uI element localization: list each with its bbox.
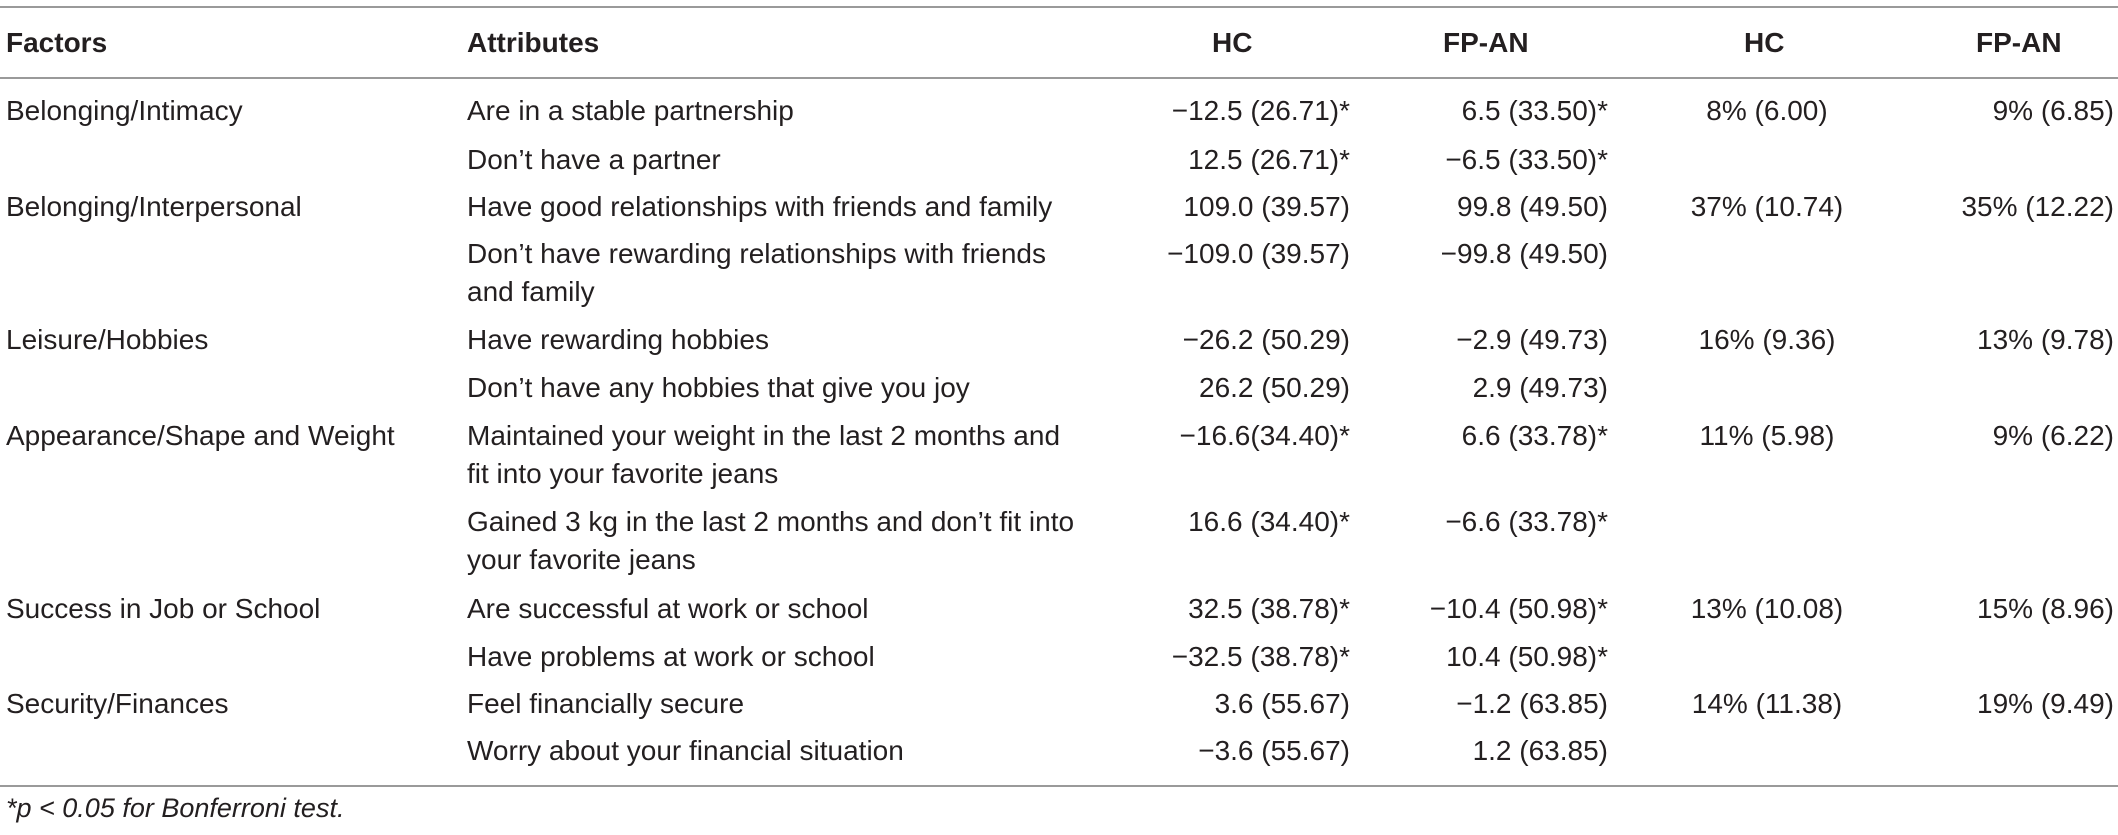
attribute-cell: Have good relationships with friends and family [467, 191, 1053, 222]
header-fpan-utility: FP-AN [1443, 27, 1529, 58]
attribute-cell: Worry about your financial situation [467, 735, 904, 766]
attribute-cell: Don’t have any hobbies that give you joy [467, 372, 970, 403]
attribute-cell: Are in a stable partnership [467, 95, 794, 126]
attribute-cell: Maintained your weight in the last 2 months and fit into your favorite jeans [467, 420, 1061, 489]
hc-utility-cell: 3.6 (55.67) [1214, 688, 1350, 719]
hc-utility-cell: 12.5 (26.71)* [1188, 144, 1350, 175]
attribute-cell: Gained 3 kg in the last 2 months and don’t fit into your favorite jeans [467, 506, 1075, 575]
fpan-importance-cell: 19% (9.49) [1977, 688, 2114, 719]
attribute-cell: Feel financially secure [467, 688, 745, 719]
fpan-utility-cell: 2.9 (49.73) [1472, 372, 1608, 403]
hc-importance-cell: 11% (5.98) [1699, 420, 1835, 451]
hc-utility-cell: −32.5 (38.78)* [1171, 641, 1350, 672]
factor-cell: Leisure/Hobbies [6, 324, 209, 355]
factor-cell: Belonging/Interpersonal [6, 191, 302, 222]
header-hc-utility: HC [1212, 27, 1253, 58]
fpan-utility-cell: 1.2 (63.85) [1472, 735, 1608, 766]
table-footnote: *p < 0.05 for Bonferroni test. [6, 793, 345, 823]
fpan-importance-cell: 13% (9.78) [1977, 324, 2114, 355]
factor-cell: Security/Finances [6, 688, 229, 719]
fpan-utility-cell: −1.2 (63.85) [1456, 688, 1608, 719]
hc-utility-cell: 109.0 (39.57) [1183, 191, 1350, 222]
fpan-importance-cell: 15% (8.96) [1977, 593, 2114, 624]
table-bottom-rule [0, 785, 2118, 787]
fpan-utility-cell: −6.6 (33.78)* [1445, 506, 1608, 537]
attribute-cell: Have rewarding hobbies [467, 324, 769, 355]
hc-importance-cell: 16% (9.36) [1698, 324, 1836, 355]
hc-utility-cell: −12.5 (26.71)* [1171, 95, 1350, 126]
hc-utility-cell: −26.2 (50.29) [1182, 324, 1350, 355]
attribute-cell: Don’t have a partner [467, 144, 721, 175]
table-header-row [0, 8, 2118, 77]
hc-importance-cell: 14% (11.38) [1691, 688, 1843, 719]
header-attributes: Attributes [467, 27, 600, 58]
attribute-cell: Don’t have rewarding relationships with friends and family [467, 238, 1046, 307]
hc-utility-cell: 26.2 (50.29) [1199, 372, 1350, 403]
fpan-utility-cell: −99.8 (49.50) [1440, 238, 1608, 269]
attribute-cell: Are successful at work or school [467, 593, 869, 624]
hc-utility-cell: 16.6 (34.40)* [1188, 506, 1350, 537]
fpan-utility-cell: −6.5 (33.50)* [1445, 144, 1608, 175]
fpan-importance-cell: 35% (12.22) [1961, 191, 2114, 222]
header-fpan-importance: FP-AN [1976, 27, 2062, 58]
table-header-rule [0, 77, 2118, 79]
header-factors: Factors [6, 27, 108, 58]
hc-importance-cell: 8% (6.00) [1706, 95, 1828, 126]
hc-utility-cell: −109.0 (39.57) [1167, 238, 1350, 269]
factor-cell: Success in Job or School [6, 593, 321, 624]
hc-utility-cell: 32.5 (38.78)* [1188, 593, 1350, 624]
factor-cell: Belonging/Intimacy [6, 95, 243, 126]
fpan-utility-cell: −10.4 (50.98)* [1429, 593, 1608, 624]
fpan-utility-cell: −2.9 (49.73) [1456, 324, 1608, 355]
hc-utility-cell: −3.6 (55.67) [1198, 735, 1350, 766]
factor-cell: Appearance/Shape and Weight [6, 420, 395, 451]
hc-importance-cell: 13% (10.08) [1690, 593, 1844, 624]
header-hc-importance: HC [1744, 27, 1785, 58]
fpan-importance-cell: 9% (6.22) [1992, 420, 2114, 451]
hc-importance-cell: 37% (10.74) [1690, 191, 1844, 222]
fpan-utility-cell: 99.8 (49.50) [1457, 191, 1608, 222]
fpan-utility-cell: 10.4 (50.98)* [1446, 641, 1608, 672]
hc-utility-cell: −16.6(34.40)* [1179, 420, 1350, 451]
fpan-importance-cell: 9% (6.85) [1992, 95, 2114, 126]
attribute-cell: Have problems at work or school [467, 641, 875, 672]
fpan-utility-cell: 6.5 (33.50)* [1461, 95, 1608, 126]
fpan-utility-cell: 6.6 (33.78)* [1461, 420, 1608, 451]
